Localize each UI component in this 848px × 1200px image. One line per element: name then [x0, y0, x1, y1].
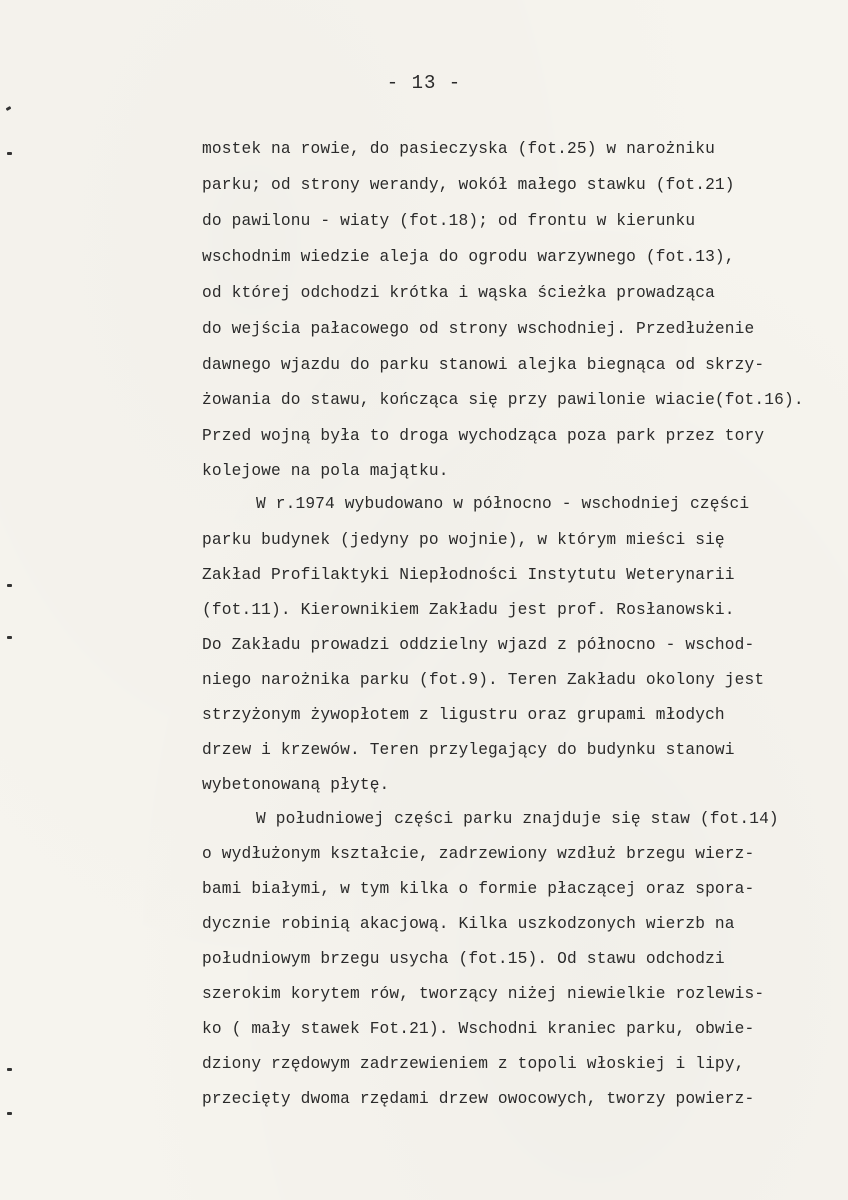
margin-mark — [7, 1068, 12, 1071]
text-line: W południowej części parku znajduje się staw (fot.14) — [256, 810, 779, 828]
margin-mark — [7, 636, 12, 639]
margin-mark — [7, 152, 12, 155]
text-line: Zakład Profilaktyki Niepłodności Instytutu Weterynarii — [202, 566, 735, 584]
text-line: kolejowe na pola majątku. — [202, 462, 449, 480]
page-number: - 13 - — [386, 72, 462, 94]
text-line: do pawilonu - wiaty (fot.18); od frontu w kierunku — [202, 212, 696, 230]
text-line: niego narożnika parku (fot.9). Teren Zakładu okolony jest — [202, 671, 765, 689]
text-line: wybetonowaną płytę. — [202, 776, 390, 794]
text-line: drzew i krzewów. Teren przylegający do budynku stanowi — [202, 741, 735, 759]
text-line: dawnego wjazdu do parku stanowi alejka biegnąca od skrzy- — [202, 356, 765, 374]
text-line: strzyżonym żywopłotem z ligustru oraz grupami młodych — [202, 706, 725, 724]
text-line: parku budynek (jedyny po wojnie), w którym mieści się — [202, 531, 725, 549]
text-line: żowania do stawu, kończąca się przy pawilonie wiacie(fot.16). — [202, 391, 804, 409]
text-line: (fot.11). Kierownikiem Zakładu jest prof. Rosłanowski. — [202, 601, 735, 619]
text-line: wschodnim wiedzie aleja do ogrodu warzywnego (fot.13), — [202, 248, 735, 266]
text-line: parku; od strony werandy, wokół małego stawku (fot.21) — [202, 176, 735, 194]
text-line: mostek na rowie, do pasieczyska (fot.25) w narożniku — [202, 140, 715, 158]
text-line: W r.1974 wybudowano w północno - wschodniej części — [256, 495, 750, 513]
text-line: przecięty dwoma rzędami drzew owocowych, tworzy powierz- — [202, 1090, 755, 1108]
text-line: dziony rzędowym zadrzewieniem z topoli włoskiej i lipy, — [202, 1055, 745, 1073]
margin-mark — [7, 584, 12, 587]
text-line: Do Zakładu prowadzi oddzielny wjazd z północno - wschod- — [202, 636, 755, 654]
text-line: od której odchodzi krótka i wąska ścieżka prowadząca — [202, 284, 715, 302]
text-line: szerokim korytem rów, tworzący niżej niewielkie rozlewis- — [202, 985, 765, 1003]
text-line: o wydłużonym kształcie, zadrzewiony wzdłuż brzegu wierz- — [202, 845, 755, 863]
text-line: ko ( mały stawek Fot.21). Wschodni kraniec parku, obwie- — [202, 1020, 755, 1038]
margin-mark — [7, 1112, 12, 1115]
text-line: Przed wojną była to droga wychodząca poza park przez tory — [202, 427, 765, 445]
text-line: południowym brzegu usycha (fot.15). Od stawu odchodzi — [202, 950, 725, 968]
text-line: do wejścia pałacowego od strony wschodniej. Przedłużenie — [202, 320, 755, 338]
margin-mark — [6, 106, 12, 111]
text-line: bami białymi, w tym kilka o formie płaczącej oraz spora- — [202, 880, 755, 898]
text-line: dycznie robinią akacjową. Kilka uszkodzonych wierzb na — [202, 915, 735, 933]
